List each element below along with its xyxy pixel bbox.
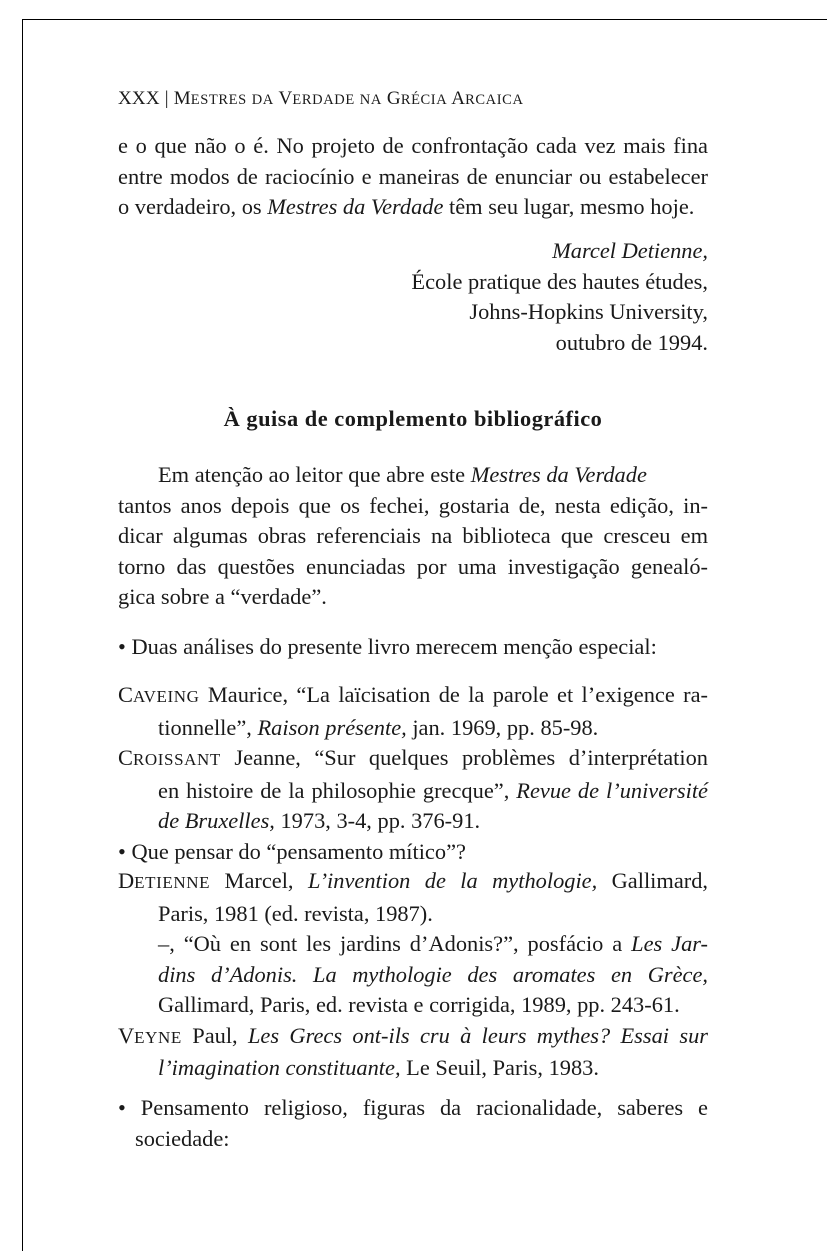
bullet-item xyxy=(118,632,708,663)
bullet-item xyxy=(118,837,708,868)
reference-line: CAVEING Maurice, “La laïcisation de la parole et l’exigence ra- xyxy=(118,682,708,707)
signature-university: Johns-Hopkins University, xyxy=(469,299,708,324)
references-group-1 xyxy=(118,680,708,867)
reference-line: DETIENNE Marcel, L’invention de la mythologie, Gallimard, xyxy=(118,868,709,893)
bullet-text: Que pensar do “pensamento mítico”? xyxy=(131,838,466,864)
running-head xyxy=(118,88,524,110)
reference-line: l’imagination constituante, Le Seuil, Paris, 1983. xyxy=(158,1055,599,1080)
reference-line: tionnelle”, Raison présente, jan. 1969, pp. 85-98. xyxy=(158,714,599,740)
body-paragraph xyxy=(118,460,708,613)
intro-line: o verdadeiro, os Mestres da Verdade têm seu lugar, mesmo hoje. xyxy=(118,194,695,219)
bullet-symbol: • xyxy=(118,1095,126,1120)
signature-block xyxy=(118,236,708,358)
bullet-text: Pensamento religioso, figuras da racionalidade, saberes e xyxy=(140,1095,708,1120)
intro-line: e o que não o é. No projeto de confrontação cada vez mais fina xyxy=(118,133,708,158)
running-head-separator: | xyxy=(164,88,169,109)
reference-line: VEYNE Paul, Les Grecs ont-ils cru à leurs mythes? Essai sur xyxy=(118,1022,708,1048)
signature-name: Marcel Detienne, xyxy=(552,238,708,263)
reference-line: dins d’Adonis. La mythologie des aromates en Grèce, xyxy=(158,961,708,987)
paragraph-line: tantos anos depois que os fechei, gostaria de, nesta edição, in- xyxy=(118,492,708,518)
paragraph-line: Em atenção ao leitor que abre este Mestres da Verdade xyxy=(158,462,647,487)
paragraph-line: torno das questões enunciadas por uma investigação genealó- xyxy=(118,553,708,579)
reference-line: CROISSANT Jeanne, “Sur quelques problèmes d’interprétation xyxy=(118,745,708,770)
bullet-symbol: • xyxy=(118,634,126,659)
signature-institution: École pratique des hautes études, xyxy=(411,268,708,294)
bullet-text: sociedade: xyxy=(135,1125,230,1151)
paragraph-line: gica sobre a “verdade”. xyxy=(118,584,327,609)
bullet-symbol: • xyxy=(118,838,126,864)
intro-line: entre modos de raciocínio e maneiras de enunciar ou estabelecer xyxy=(118,163,708,189)
section-heading: À guisa de complemento bibliográfico xyxy=(223,406,603,431)
references-group-2 xyxy=(118,866,708,1084)
reference-line: Gallimard, Paris, ed. revista e corrigida, 1989, pp. 243-61. xyxy=(158,992,680,1017)
bullet-item xyxy=(118,1093,708,1154)
reference-line: –, “Où en sont les jardins d’Adonis?”, posfácio a Les Jar- xyxy=(158,931,708,956)
signature-date: outubro de 1994. xyxy=(555,329,708,355)
book-title: MESTRES DA VERDADE NA GRÉCIA ARCAICA xyxy=(173,88,524,109)
intro-paragraph xyxy=(118,131,708,223)
reference-line: Paris, 1981 (ed. revista, 1987). xyxy=(158,900,433,926)
reference-line: en histoire de la philosophie grecque”, Revue de l’université xyxy=(158,777,708,803)
reference-line: de Bruxelles, 1973, 3-4, pp. 376-91. xyxy=(158,808,481,833)
bullet-text: Duas análises do presente livro merecem menção especial: xyxy=(131,634,657,659)
paragraph-line: dicar algumas obras referenciais na biblioteca que cresceu em xyxy=(118,523,708,548)
page-number: XXX xyxy=(118,88,160,109)
